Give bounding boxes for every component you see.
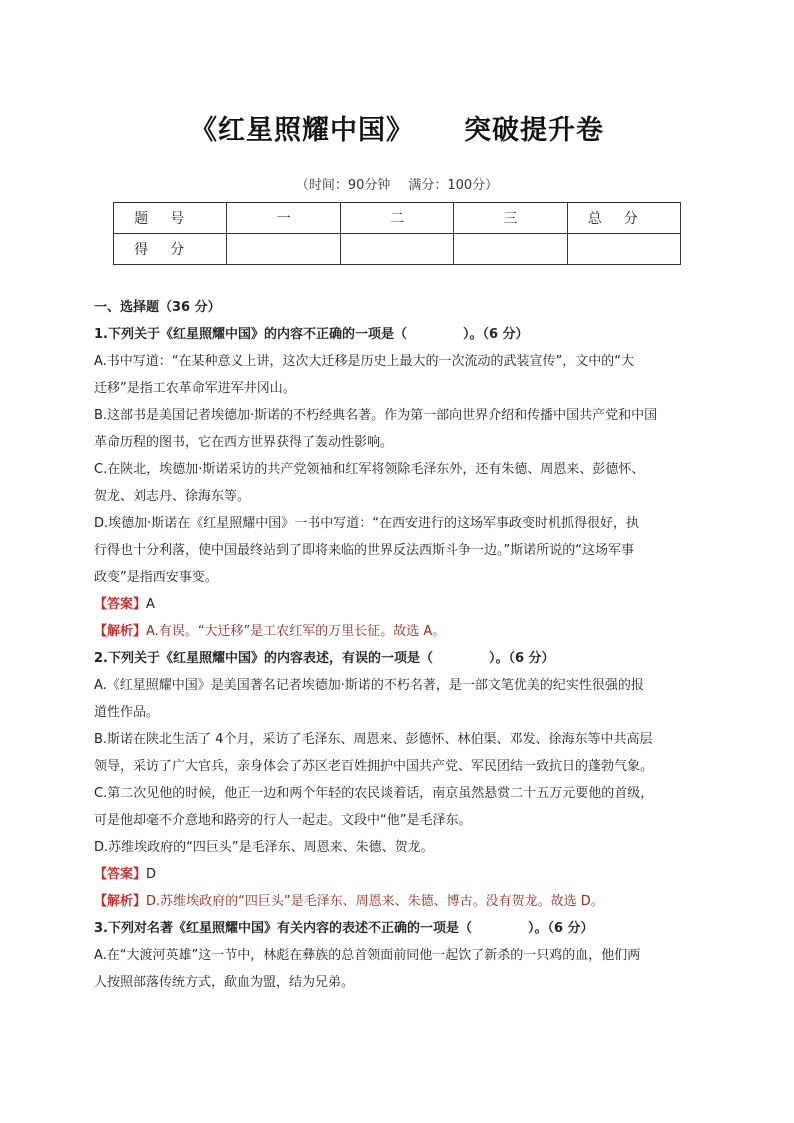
- question-1-option-a: A.书中写道：“在某种意义上讲，这次大迁移是历史上最大的一次流动的武装宣传”，文中的“大: [94, 354, 635, 369]
- question-1-analysis: 【解析】A.有误。“大迁移”是工农红军的万里长征。故选 A。: [94, 624, 446, 639]
- question-1-option-d-cont: 行得也十分利落，使中国最终站到了即将来临的世界反法西斯斗争一边。”斯诺所说的“这场军事: [94, 543, 634, 558]
- score-table-header-row: [114, 203, 681, 234]
- exam-total-score: 满分：100分）: [408, 178, 499, 193]
- question-1-option-c-cont: 贺龙、刘志丹、徐海东等。: [94, 489, 251, 504]
- question-2-option-d: D.苏维埃政府的“四巨头”是毛泽东、周恩来、朱德、贺龙。: [94, 840, 434, 855]
- question-3-option-a: A.在“大渡河英雄”这一节中，林彪在彝族的总首领面前同他一起饮了新杀的一只鸡的血，他们两: [94, 948, 641, 963]
- question-2-option-b: B.斯诺在陕北生活了 4个月，采访了毛泽东、周恩来、彭德怀、林伯渠、邓发、徐海东等中共高层: [94, 732, 653, 747]
- score-cell-part1: [227, 234, 340, 265]
- question-2-option-b-cont: 领导，采访了广大官兵，亲身体会了苏区老百姓拥护中国共产党、军民团结一致抗日的蓬勃气象。: [94, 759, 654, 774]
- score-table: [113, 202, 681, 265]
- section-heading: 一、选择题（36 分）: [94, 300, 221, 315]
- title-book: 《红星照耀中国》: [190, 115, 414, 146]
- question-2-option-c-cont: 可是他却毫不介意地和路旁的行人一起走。文段中“他”是毛泽东。: [94, 813, 472, 828]
- question-2-analysis: 【解析】D.苏维埃政府的“四巨头”是毛泽东、周恩来、朱德、博古。没有贺龙。故选 D。: [94, 894, 604, 909]
- questions-body: [94, 294, 700, 996]
- question-1-option-b-cont: 革命历程的图书，它在西方世界获得了轰动性影响。: [94, 435, 394, 450]
- question-1-option-c: C.在陕北，埃德加·斯诺采访的共产党领袖和红军将领除毛泽东外，还有朱德、周恩来、彭德怀、: [94, 462, 645, 477]
- score-row-label: 得分: [114, 234, 227, 265]
- question-1-answer: 【答案】A: [94, 597, 155, 612]
- page-title: [0, 108, 794, 147]
- question-3-stem: 3.下列对名著《红星照耀中国》有关内容的表述不正确的一项是（ ）。（6 分）: [94, 921, 594, 936]
- question-1-stem: 1.下列关于《红星照耀中国》的内容不正确的一项是（ ）。（6 分）: [94, 327, 529, 342]
- question-2-answer: 【答案】D: [94, 867, 157, 882]
- title-paper: 突破提升卷: [464, 115, 604, 146]
- question-3-option-a-cont: 人按照部落传统方式，歃血为盟，结为兄弟。: [94, 975, 355, 990]
- score-header-part2: 二: [340, 203, 453, 234]
- exam-time: （时间：90分钟: [295, 178, 391, 193]
- score-cell-part3: [454, 234, 567, 265]
- score-header-total: 总分: [567, 203, 680, 234]
- exam-info: [0, 174, 794, 193]
- question-2-option-c: C.第二次见他的时候，他正一边和两个年轻的农民谈着话，南京虽然悬赏二十五万元要他的首级，: [94, 786, 654, 801]
- question-1-option-b: B.这部书是美国记者埃德加·斯诺的不朽经典名著。作为第一部向世界介绍和传播中国共产党和中国: [94, 408, 658, 423]
- score-cell-total: [567, 234, 680, 265]
- question-1-option-d-cont2: 政变”是指西安事变。: [94, 570, 218, 585]
- question-1-option-d: D.埃德加·斯诺在《红星照耀中国》一书中写道：“在西安进行的这场军事政变时机抓得很好，执: [94, 516, 640, 531]
- question-2-option-a-cont: 道性作品。: [94, 705, 160, 720]
- score-table-score-row: [114, 234, 681, 265]
- score-header-label: 题号: [114, 203, 227, 234]
- question-2-option-a: A.《红星照耀中国》是美国著名记者埃德加·斯诺的不朽名著，是一部文笔优美的纪实性很强的报: [94, 678, 644, 693]
- question-1-option-a-cont: 迁移”是指工农革命军进军井冈山。: [94, 381, 296, 396]
- question-2-stem: 2.下列关于《红星照耀中国》的内容表述，有误的一项是（ ）。（6 分）: [94, 651, 555, 666]
- score-header-part3: 三: [454, 203, 567, 234]
- score-cell-part2: [340, 234, 453, 265]
- score-header-part1: 一: [227, 203, 340, 234]
